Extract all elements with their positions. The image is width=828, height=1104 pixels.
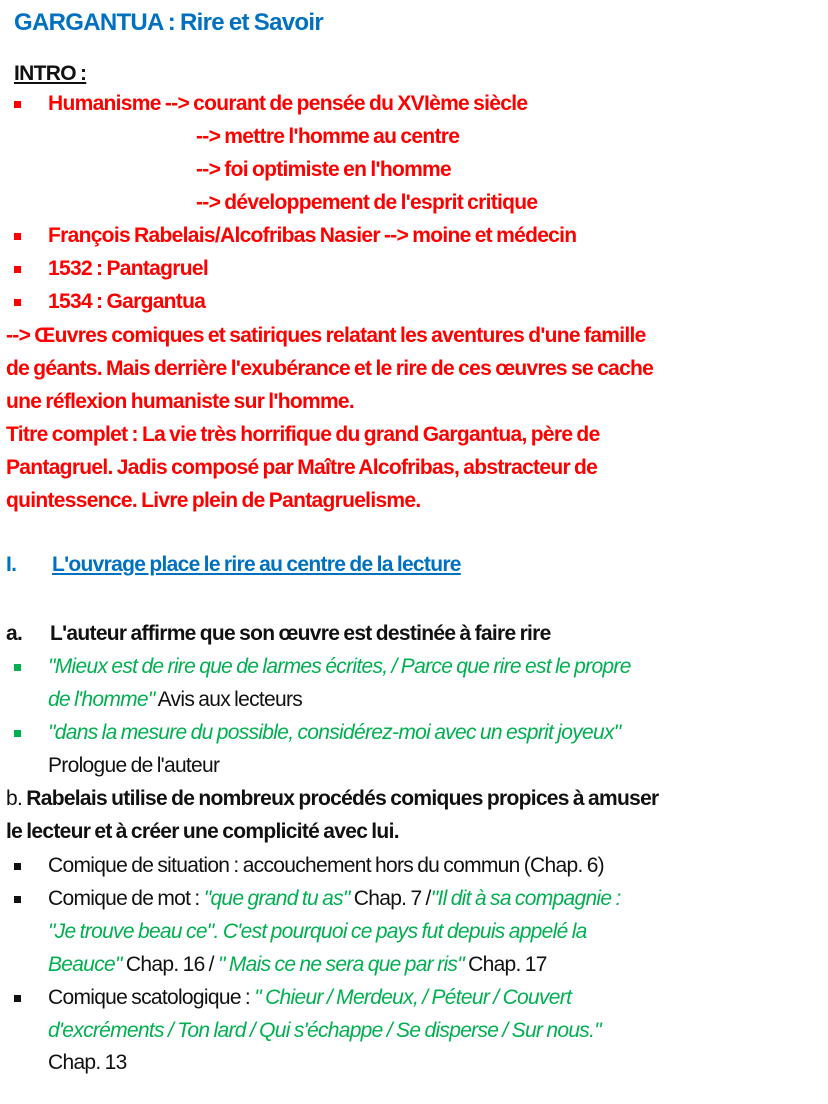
quote-text: "que grand tu as" bbox=[203, 887, 350, 910]
bullet-icon bbox=[14, 896, 21, 903]
bullet-text: 1532 : Pantagruel bbox=[48, 257, 209, 280]
bullet-label: Comique de mot : bbox=[48, 887, 204, 910]
intro-heading: INTRO : bbox=[14, 62, 87, 85]
chapter-ref: Chap. 7 / bbox=[349, 887, 431, 910]
intro-bullet-gargantua bbox=[48, 287, 205, 317]
intro-bullet-humanisme bbox=[48, 89, 527, 119]
full-title-line: Pantagruel. Jadis composé par Maître Alcofribas, abstracteur de bbox=[6, 456, 598, 479]
humanisme-sub: --> développement de l'esprit critique bbox=[196, 191, 538, 214]
subsection-b-letter: b. bbox=[6, 787, 27, 810]
subsection-a-heading: L'auteur affirme que son œuvre est destinée à faire rire bbox=[50, 622, 551, 645]
quote-line bbox=[48, 950, 547, 980]
intro-bullet-author bbox=[48, 221, 576, 251]
quote-bullet bbox=[48, 718, 621, 748]
bullet-icon bbox=[14, 299, 21, 306]
bullet-mot bbox=[48, 884, 621, 914]
intro-bullet-pantagruel bbox=[48, 254, 208, 284]
quote-source: Avis aux lecteurs bbox=[154, 688, 303, 711]
quote-line: "Je trouve beau ce". C'est pourquoi ce pays fut depuis appelé la bbox=[48, 920, 587, 943]
bullet-icon bbox=[14, 995, 21, 1002]
quote-line: d'excréments / Ton lard / Qui s'échappe / Se disperse / Sur nous." bbox=[48, 1019, 601, 1042]
section-number: I. bbox=[6, 553, 17, 576]
bullet-text: François Rabelais/Alcofribas Nasier --> moine et médecin bbox=[48, 224, 577, 247]
bullet-icon bbox=[14, 266, 21, 273]
heading-text: Rabelais utilise de nombreux procédés comiques propices à amuser bbox=[26, 787, 659, 810]
quote-text: Beauce" bbox=[48, 953, 122, 976]
full-title-line: quintessence. Livre plein de Pantagruelisme. bbox=[6, 489, 421, 512]
section-heading: L'ouvrage place le rire au centre de la lecture bbox=[52, 553, 461, 576]
bullet-label: Comique scatologique : bbox=[48, 986, 255, 1009]
quote-text: " Mais ce ne sera que par ris" bbox=[217, 953, 464, 976]
bullet-situation bbox=[48, 851, 604, 881]
chapter-ref: Chap. 16 / bbox=[121, 953, 218, 976]
chapter-ref: Chap. 17 bbox=[463, 953, 547, 976]
quote-text: "dans la mesure du possible, considérez-moi avec un esprit joyeux" bbox=[48, 721, 621, 744]
summary-line: --> Œuvres comiques et satiriques relatant les aventures d'une famille bbox=[6, 324, 646, 347]
subsection-b-heading bbox=[6, 784, 659, 814]
humanisme-sub: --> foi optimiste en l'homme bbox=[196, 158, 451, 181]
bullet-icon bbox=[14, 233, 21, 240]
bullet-scato bbox=[48, 983, 571, 1013]
bullet-icon bbox=[14, 101, 21, 108]
quote-text: "Il dit à sa compagnie : bbox=[430, 887, 621, 910]
subsection-b-heading-cont: le lecteur et à créer une complicité avec lui. bbox=[6, 820, 399, 843]
quote-source: Prologue de l'auteur bbox=[48, 754, 220, 777]
bullet-icon bbox=[14, 730, 21, 737]
quote-text: de l'homme" bbox=[48, 688, 155, 711]
bullet-icon bbox=[14, 664, 21, 671]
subsection-a-letter: a. bbox=[6, 622, 23, 645]
humanisme-sub: --> mettre l'homme au centre bbox=[196, 125, 460, 148]
quote-text: " Chieur / Merdeux, / Péteur / Couvert bbox=[254, 986, 572, 1009]
chapter-ref: Chap. 13 bbox=[48, 1051, 127, 1074]
summary-line: une réflexion humaniste sur l'homme. bbox=[6, 390, 355, 413]
quote-line bbox=[48, 685, 302, 715]
quote-text: "Mieux est de rire que de larmes écrites, / Parce que rire est le propre bbox=[48, 655, 631, 678]
full-title-line: Titre complet : La vie très horrifique du grand Gargantua, père de bbox=[6, 423, 600, 446]
bullet-text: Comique de situation : accouchement hors du commun (Chap. 6) bbox=[48, 854, 604, 877]
bullet-text: 1534 : Gargantua bbox=[48, 290, 206, 313]
document-title: GARGANTUA : Rire et Savoir bbox=[14, 9, 323, 36]
quote-bullet bbox=[48, 652, 631, 682]
summary-line: de géants. Mais derrière l'exubérance et le rire de ces œuvres se cache bbox=[6, 357, 654, 380]
bullet-text: Humanisme --> courant de pensée du XVIème siècle bbox=[48, 92, 528, 115]
bullet-icon bbox=[14, 863, 21, 870]
